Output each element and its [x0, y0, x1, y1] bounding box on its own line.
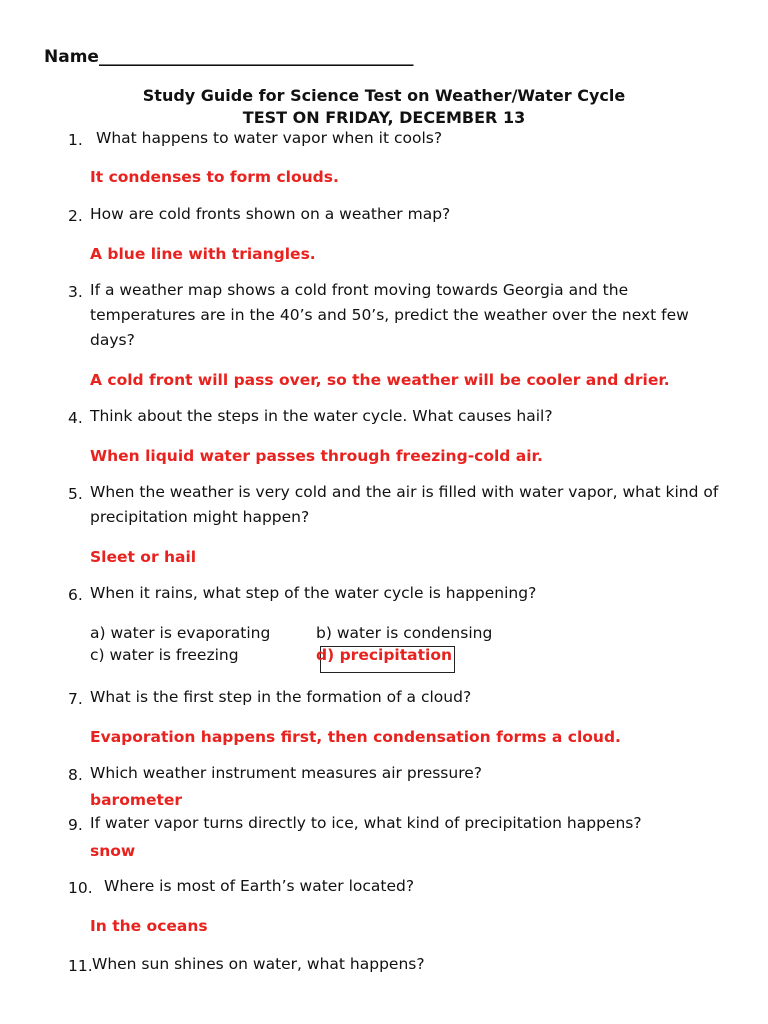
question-number: 4.	[68, 409, 83, 427]
question-text: Think about the steps in the water cycle. What causes hail?	[90, 407, 553, 425]
name-line: Name_____________________________________	[44, 47, 414, 67]
answer-text: It condenses to form clouds.	[90, 168, 339, 186]
question-number: 10.	[68, 879, 93, 897]
page-subtitle: TEST ON FRIDAY, DECEMBER 13	[242, 108, 526, 127]
question-number: 6.	[68, 586, 83, 604]
question-text: Which weather instrument measures air pressure?	[90, 764, 483, 782]
answer-text: Evaporation happens first, then condensation forms a cloud.	[90, 728, 621, 746]
option-c: c) water is freezing	[90, 646, 239, 664]
answer-text: In the oceans	[90, 917, 208, 935]
page-title: Study Guide for Science Test on Weather/Water Cycle	[142, 86, 626, 105]
question-text-line: temperatures are in the 40’s and 50’s, predict the weather over the next few	[90, 306, 689, 324]
answer-text: A blue line with triangles.	[90, 245, 316, 263]
question-number: 3.	[68, 283, 83, 301]
question-number: 9.	[68, 816, 83, 834]
question-text-line: When the weather is very cold and the air is filled with water vapor, what kind of	[90, 483, 719, 501]
question-number: 5.	[68, 485, 83, 503]
question-number: 2.	[68, 207, 83, 225]
question-text: What happens to water vapor when it cools?	[96, 129, 443, 147]
option-b: b) water is condensing	[316, 624, 493, 642]
answer-text: snow	[90, 842, 136, 860]
question-number: 8.	[68, 766, 83, 784]
question-text: Where is most of Earth’s water located?	[104, 877, 415, 895]
question-text-line: If a weather map shows a cold front moving towards Georgia and the	[90, 281, 629, 299]
answer-text: Sleet or hail	[90, 548, 197, 566]
question-text: What is the first step in the formation of a cloud?	[90, 688, 472, 706]
question-text: How are cold fronts shown on a weather map?	[90, 205, 451, 223]
question-text: When it rains, what step of the water cycle is happening?	[90, 584, 537, 602]
question-number: 7.	[68, 690, 83, 708]
question-text: If water vapor turns directly to ice, what kind of precipitation happens?	[90, 814, 642, 832]
question-text: When sun shines on water, what happens?	[92, 955, 425, 973]
question-text-line: precipitation might happen?	[90, 508, 310, 526]
answer-text: When liquid water passes through freezing-cold air.	[90, 447, 543, 465]
question-number: 11.	[68, 957, 93, 975]
option-d-selected: d) precipitation	[316, 646, 453, 664]
question-text-line: days?	[90, 331, 135, 349]
answer-text: barometer	[90, 791, 183, 809]
option-a: a) water is evaporating	[90, 624, 271, 642]
question-number: 1.	[68, 131, 83, 149]
answer-text: A cold front will pass over, so the weather will be cooler and drier.	[90, 371, 670, 389]
